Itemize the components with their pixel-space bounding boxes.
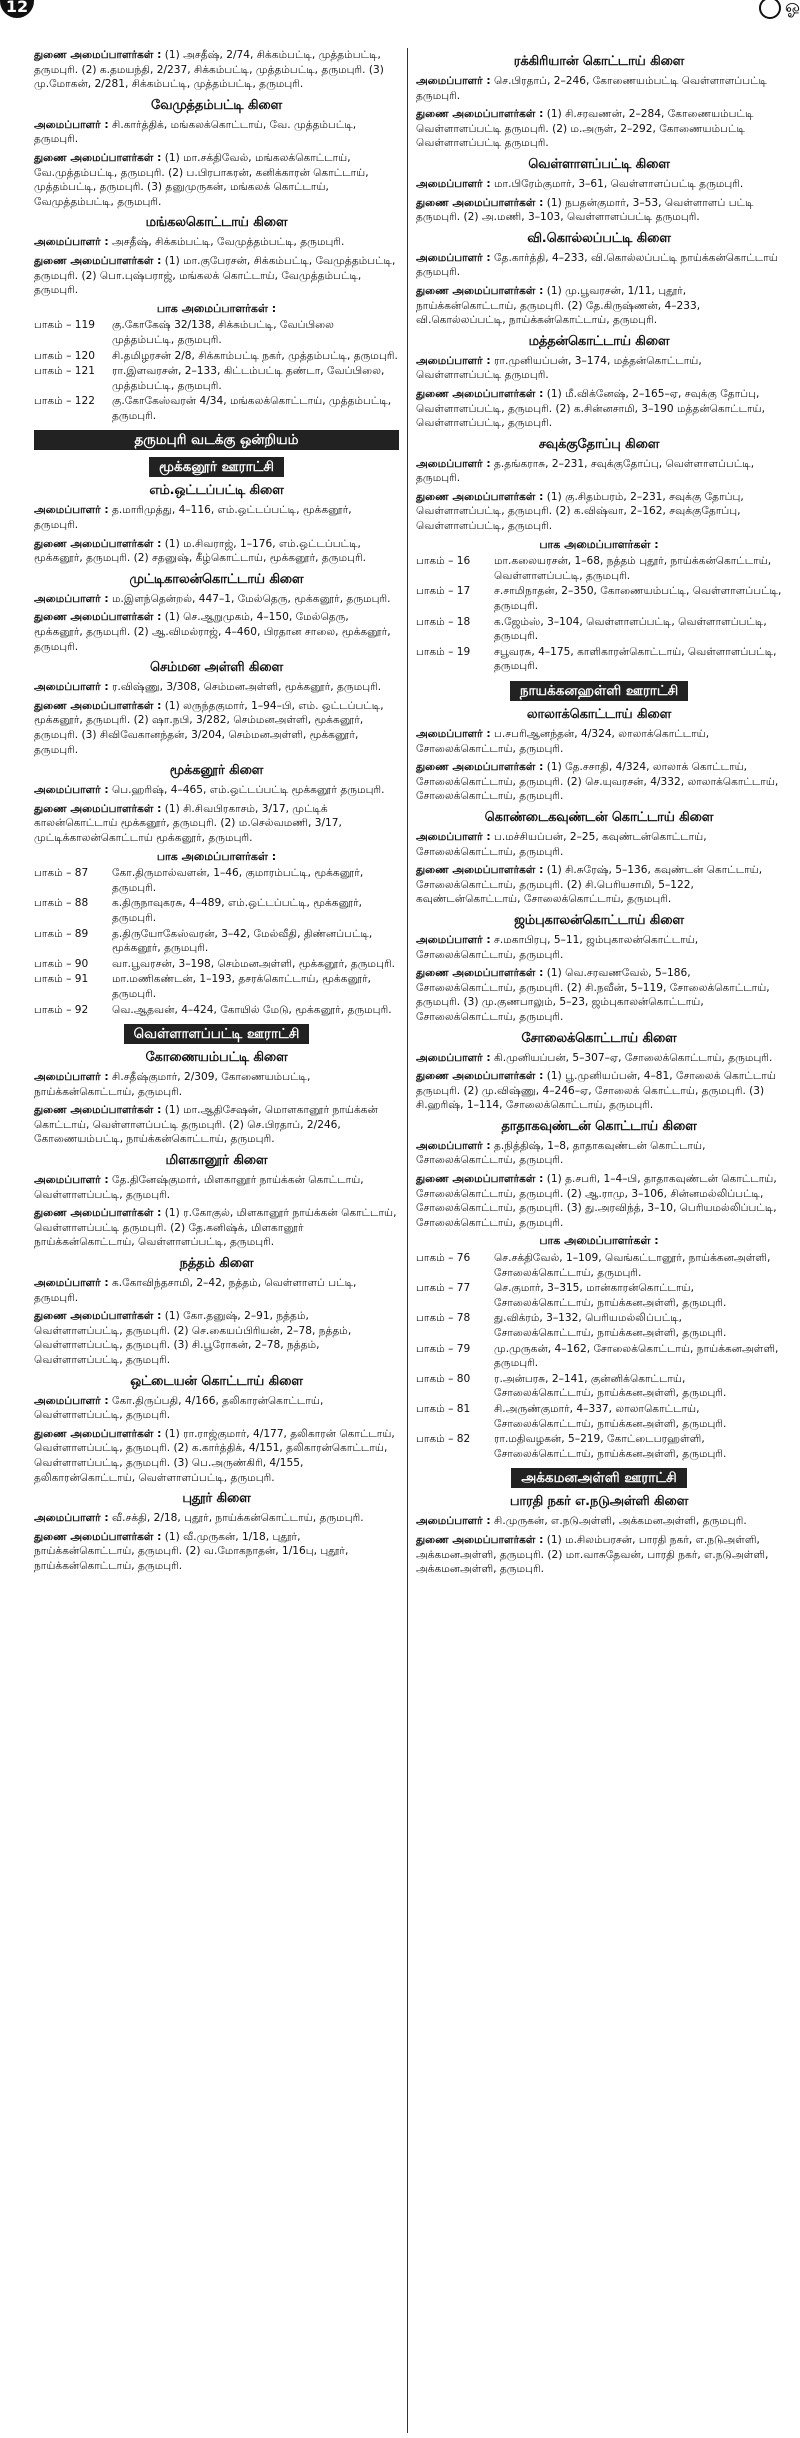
logo-text: ஓ [784, 0, 800, 17]
part-organizer-text: து.விக்ரம், 3–132, பெரியமல்லிப்பட்டி, சோலைக்கொட்டாய், நாய்க்கனஅள்ளி, தருமபுரி. [494, 1312, 727, 1339]
deputy-organizers-text: (1) ரா.ராஜ்குமார், 4/177, தலிகாரன் கொட்டாய், வெள்ளாளப்பட்டி, தருமபுரி. (2) க.கார்த்திக், 4/151, தலிகாரன்கொட்டாய், வெள்ளாளப்பட்டி, தருமபுரி. (3) பெ.அருண்கிரி, 4/155, தலிகாரன்கொட்டாய், வெள்ளாளப்பட்டி, தருமபுரி. [34, 1427, 395, 1484]
part-number: பாகம் – 80 [416, 1372, 471, 1385]
part-organizer-text: க.திருநாவுகரசு, 4–489, எம்.ஒட்டப்பட்டி, மூக்கனூர், தருமபுரி. [112, 897, 363, 924]
organizer [416, 933, 782, 962]
organizer [34, 1070, 399, 1099]
part-organizer-row [416, 1251, 782, 1280]
section-title: கோணையம்பட்டி கிளை [145, 1050, 288, 1066]
deputy-organizers-text: (1) அசதீஷ், 2/74, சிக்கம்பட்டி, முத்தம்பட்டி, தருமபுரி. (2) க.தமயந்தி, 2/237, சிக்கம்பட்டி, முத்தம்பட்டி, தருமபுரி. (3) மு.மோகன், 2/281, சிக்கம்பட்டி, முத்தம்பட்டி, தருமபுரி. [34, 49, 384, 91]
deputy-organizers [416, 107, 782, 151]
part-number: பாகம் – 81 [416, 1402, 471, 1415]
union-banner: தருமபுரி வடக்கு ஒன்றியம் [34, 430, 399, 450]
deputy-organizers [34, 48, 399, 92]
section-title: மங்கலகொட்டாய் கிளை [145, 215, 288, 231]
deputy-organizers [34, 151, 399, 209]
deputy-organizers-text: (1) மீ.விக்னேஷ், 2–165–ஏ, சவுக்கு தோப்பு, வெள்ளாளப்பட்டி, தருமபுரி. (2) க.சின்னசாமி, 3–190 மத்தன்கொட்டாய், வெள்ளாளப்பட்டி, தருமபுரி. [416, 387, 765, 430]
organizer-text: கோ.திருப்பதி, 4/166, தலிகாரன்கொட்டாய், வெள்ளாளப்பட்டி, தருமபுரி. [34, 1394, 324, 1422]
organizer [416, 354, 782, 383]
section-title: பாரதி நகர் எ.நடுஅள்ளி கிளை [509, 1494, 689, 1510]
part-organizer-text: மா.மணிகண்டன், 1–193, தசரக்கொட்டாய், மூக்கனூர், தருமபுரி. [112, 973, 371, 1000]
organizer-text: செ.பிரதாப், 2–246, கோணையம்பட்டி வெள்ளாளப்பட்டி தருமபுரி. [416, 75, 767, 102]
organizer [34, 118, 399, 147]
deputy-organizers-text: (1) த.சபரி, 1–4–பி, தாதாகவுண்டன் கொட்டாய், சோலைக்கொட்டாய், தருமபுரி. (2) ஆ.ராமு, 3–106, சின்னமல்லிப்பட்டி, சோலைக்கொட்டாய், தருமபுரி. (3) து.அரவிந்த், 3–10, பெரியமல்லிப்பட்டி, சோலைக்கொட்டாய், தருமபுரி. [416, 1173, 777, 1229]
organizer [34, 1511, 399, 1526]
part-organizer-row [416, 1432, 782, 1461]
part-organizer-text: மு.முருகன், 4–162, சோலைக்கொட்டாய், நாய்க்கனஅள்ளி, தருமபுரி. [494, 1342, 779, 1370]
deputy-organizers [34, 1206, 399, 1250]
section-title: தாதாகவுண்டன் கொட்டாய் கிளை [501, 1118, 697, 1134]
organizer-label: அமைப்பாளர் : [416, 830, 491, 843]
section-title: சவுக்குதோப்பு கிளை [538, 436, 660, 452]
organizer-text: சி.சதீஷ்குமார், 2/309, கோணையம்பட்டி, நாய்க்கன்கொட்டாய், தருமபுரி. [34, 1071, 311, 1098]
part-organizer-text: வெ.ஆதவன், 4–424, கோயில் மேடு, மூக்கனூர், தருமபுரி. [112, 1003, 392, 1016]
organizer [34, 1276, 399, 1305]
part-number: பாகம் – 121 [34, 365, 95, 378]
panchayat-banner: வெள்ளாளப்பட்டி ஊராட்சி [124, 1024, 310, 1044]
deputy-organizers [34, 699, 399, 757]
deputy-organizers [34, 1530, 399, 1574]
deputy-organizers-label: துணை அமைப்பாளர்கள் : [34, 1207, 162, 1220]
page-header [0, 0, 800, 22]
deputy-organizers-label: துணை அமைப்பாளர்கள் : [34, 1427, 162, 1440]
organizer-label: அமைப்பாளர் : [416, 354, 491, 367]
deputy-organizers-text: (1) நபதன்குமார், 3–53, வெள்ளாளப் பட்டி தருமபுரி. (2) அ.மணி, 3–103, வெள்ளாளப்பட்டி தருமபுரி. [416, 196, 754, 224]
organizer-text: ப.சபரிஆனந்தன், 4/324, லாலாக்கொட்டாய், சோலைக்கொட்டாய், தருமபுரி. [416, 728, 710, 755]
section-title: செம்மன அள்ளி கிளை [149, 660, 284, 676]
part-organizers-heading: பாக அமைப்பாளர்கள் : [156, 849, 277, 863]
part-organizer-text: ர.அன்பரசு, 2–141, குன்னிக்கொட்டாய், சோலைக்கொட்டாய், நாய்க்கனஅள்ளி, தருமபுரி. [494, 1372, 727, 1400]
part-number: பாகம் – 16 [416, 555, 471, 568]
deputy-organizers [416, 966, 782, 1024]
deputy-organizers [34, 537, 399, 566]
organizer-text: ரா.முனியப்பன், 3–174, மத்தன்கொட்டாய், வெள்ளாளப்பட்டி தருமபுரி. [416, 354, 702, 382]
organizer [416, 177, 782, 192]
deputy-organizers-label: துணை அமைப்பாளர்கள் : [34, 1530, 162, 1543]
organizer [416, 251, 782, 280]
deputy-organizers-text: (1) சி.சரவணன், 2–284, கோணையம்பட்டி வெள்ளாளப்பட்டி தருமபுரி. (2) ம.அருள், 2–292, கோணையம்பட்டி வெள்ளாளப்பட்டி தருமபுரி. [416, 108, 754, 150]
part-organizer-text: சி.தமிழரசன் 2/8, சிக்காம்பட்டி நகர், முத்தம்பட்டி, தருமபுரி. [112, 349, 398, 362]
deputy-organizers-label: துணை அமைப்பாளர்கள் : [416, 196, 544, 209]
part-number: பாகம் – 79 [416, 1342, 471, 1355]
organizer-text: மா.பிரேம்குமார், 3–61, வெள்ளாளப்பட்டி தருமபுரி. [494, 177, 744, 190]
part-number: பாகம் – 18 [416, 615, 471, 628]
masthead-logo [759, 0, 800, 19]
deputy-organizers [416, 1533, 782, 1577]
part-number: பாகம் – 119 [34, 319, 95, 332]
organizer [34, 1394, 399, 1423]
part-organizer-row [34, 972, 399, 1001]
deputy-organizers-text: (1) ம.சிலம்பரசன், பாரதி நகர், எ.நடுஅள்ளி, அக்கமனஅள்ளி, தருமபுரி. (2) மா.வாசுதேவன், பாரதி நகர், எ.நடுஅள்ளி, அக்கமனஅள்ளி, தருமபுரி. [416, 1533, 769, 1576]
organizer-text: ர.விஷ்ணு, 3/308, செம்மனஅள்ளி, மூக்கனூர், தருமபுரி. [112, 681, 382, 694]
deputy-organizers-text: (1) தே.சசாதி, 4/324, லாலாக் கொட்டாய், சோலைக்கொட்டாய், தருமபுரி. (2) செ.யுவரசன், 4/332, லாலாக்கொட்டாய், சோலைக்கொட்டாய், தருமபுரி. [416, 761, 779, 803]
organizer-label: அமைப்பாளர் : [416, 933, 491, 946]
organizer-text: கி.முனியப்பன், 5–307–ஏ, சோலைக்கொட்டாய், தருமபுரி. [494, 1051, 773, 1064]
deputy-organizers [34, 254, 399, 298]
organizer-label: அமைப்பாளர் : [416, 251, 491, 264]
deputy-organizers-label: துணை அமைப்பாளர்கள் : [34, 699, 162, 712]
part-organizer-row [416, 1281, 782, 1310]
organizer-text: த.தங்கராசு, 2–231, சவுக்குதோப்பு, வெள்ளாளப்பட்டி, தருமபுரி. [416, 457, 755, 485]
deputy-organizers [34, 1103, 399, 1147]
part-organizer-text: ச.சாமிநாதன், 2–350, கோணையம்பட்டி, வெள்ளாளப்பட்டி, தருமபுரி. [494, 585, 782, 613]
deputy-organizers-text: (1) மா.சக்திவேல், மங்கலக்கொட்டாய், வே.முத்தம்பட்டி, தருமபுரி. (2) ப.பிரபாகரன், கனிக்காரன் கொட்டாய், முத்தம்பட்டி, தருமபுரி. (3) தனுமுருகன், மங்கலக் கொட்டாய், வேமுத்தம்பட்டி, தருமபுரி. [34, 151, 369, 208]
organizer [416, 1514, 782, 1529]
section-title: வி.கொல்லப்பட்டி கிளை [527, 230, 671, 246]
part-organizer-row [416, 584, 782, 613]
deputy-organizers [416, 1069, 782, 1113]
organizer-label: அமைப்பாளர் : [34, 118, 109, 131]
part-number: பாகம் – 82 [416, 1433, 471, 1446]
deputy-organizers-text: (1) மா.குபேரசன், சிக்கம்பட்டி, வேமுத்தம்பட்டி, தருமபுரி. (2) பொ.புஷ்பராஜ், மங்கலக் கொட்டாய், வேமுத்தம்பட்டி, தருமபுரி. [34, 254, 396, 297]
part-number: பாகம் – 88 [34, 897, 89, 910]
organizer [34, 503, 399, 532]
deputy-organizers-text: (1) வெ.சரவணவேல், 5–186, சோலைக்கொட்டாய், தருமபுரி. (2) சி.நவீன், 5–119, சோலைக்கொட்டாய், தருமபுரி. (3) மு.குணபாலும், 5–23, ஜம்புகாலன்கொட்டாய், சோலைக்கொட்டாய், தருமபுரி. [416, 967, 770, 1023]
organizer-label: அமைப்பாளர் : [34, 1512, 109, 1525]
panchayat-banner: நாயக்கனஹள்ளி ஊராட்சி [510, 681, 688, 701]
part-number: பாகம் – 77 [416, 1282, 471, 1295]
organizer [416, 727, 782, 756]
part-number: பாகம் – 17 [416, 585, 471, 598]
section-title: எம்.ஒட்டப்பட்டி கிளை [149, 483, 284, 499]
part-organizer-row [34, 364, 399, 393]
deputy-organizers-label: துணை அமைப்பாளர்கள் : [34, 802, 162, 815]
deputy-organizers-label: துணை அமைப்பாளர்கள் : [416, 284, 544, 297]
organizer [34, 783, 399, 798]
deputy-organizers [34, 610, 399, 654]
part-number: பாகம் – 120 [34, 349, 95, 362]
part-organizer-row [34, 957, 399, 972]
organizer-text: க.கோவிந்தசாமி, 2–42, நத்தம், வெள்ளாளப் பட்டி, தருமபுரி. [34, 1277, 357, 1304]
section-title: லாலாக்கொட்டாய் கிளை [526, 707, 672, 722]
organizer-label: அமைப்பாளர் : [416, 728, 491, 740]
deputy-organizers-text: (1) மா.ஆதிசேஷன், மொளகானூர் நாய்க்கன் கொட்டாய், வெள்ளாளப்பட்டி தருமபுரி. (2) செ.பிரதாப், 2/246, கோணையம்பட்டி, நாய்க்கன்கொட்டாய், தருமபுரி. [34, 1104, 378, 1146]
deputy-organizers [34, 1309, 399, 1367]
part-organizer-row [416, 1372, 782, 1401]
part-organizer-text: த.திருயோகேஸ்வரன், 3–42, மேல்வீதி, திண்னப்பட்டி, மூக்கனூர், தருமபுரி. [112, 927, 373, 955]
part-number: பாகம் – 92 [34, 1003, 89, 1016]
part-organizers-heading: பாக அமைப்பாளர்கள் : [539, 1234, 659, 1248]
left-column [26, 48, 408, 2433]
deputy-organizers-label: துணை அமைப்பாளர்கள் : [34, 537, 162, 550]
organizer-label: அமைப்பாளர் : [34, 1174, 109, 1187]
part-number: பாகம் – 89 [34, 927, 89, 940]
section-title: சோலைக்கொட்டாய் கிளை [521, 1030, 677, 1046]
organizer-text: த.மாரிமுத்து, 4–116, எம்.ஒட்டப்பட்டி, மூக்கனூர், தருமபுரி. [34, 504, 352, 532]
deputy-organizers [416, 196, 782, 225]
deputy-organizers-text: (1) லருந்தகுமார், 1–94–பி, எம். ஒட்டப்பட்டி, மூக்கனூர், தருமபுரி. (2) ஷா.நபி, 3/282, செம்மனஅள்ளி, மூக்கனூர், தருமபுரி. (3) சிவிவேகானந்தன், 3/204, செம்மனஅள்ளி, மூக்கனூர், தருமபுரி. [34, 699, 384, 756]
organizer-label: அமைப்பாளர் : [34, 1277, 109, 1290]
organizer-label: அமைப்பாளர் : [34, 592, 109, 605]
organizer-text: பெ.ஹரிஷ், 4–465, எம்.ஒட்டப்பட்டி மூக்கனூர் தருமபுரி. [112, 784, 385, 797]
organizer [34, 680, 399, 695]
deputy-organizers-text: (1) சி.சிவபிரகாசம், 3/17, முட்டிக் காலன்கொட்டாய் மூக்கனூர், தருமபுரி. (2) ம.செல்வமணி, 3/17, முட்டிக்காலன்கொட்டாய் மூக்கனூர், தருமபுரி. [34, 802, 342, 844]
section-title: புதூர் கிளை [182, 1491, 251, 1507]
part-number: பாகம் – 76 [416, 1252, 471, 1265]
part-organizer-row [34, 896, 399, 925]
part-number: பாகம் – 19 [416, 645, 471, 658]
section-title: கொண்டைகவுண்டன் கொட்டாய் கிளை [484, 809, 714, 825]
deputy-organizers-label: துணை அமைப்பாளர்கள் : [416, 490, 544, 503]
part-organizer-row [416, 615, 782, 644]
organizer-text: த.நித்திஷ், 1–8, தாதாகவுண்டன் கொட்டாய், சோலைக்கொட்டாய், தருமபுரி. [416, 1139, 706, 1167]
part-organizer-row [416, 554, 782, 583]
organizer-text: ம.இளந்தென்றல், 447–1, மேல்தெரு, மூக்கனூர், தருமபுரி. [112, 592, 391, 605]
deputy-organizers-label: துணை அமைப்பாளர்கள் : [416, 967, 544, 980]
part-organizer-text: கு.கோகேஸ்வரன் 4/34, மங்கலக்கொட்டாய், முத்தம்பட்டி, தருமபுரி. [112, 395, 392, 422]
part-organizer-text: க.ஜேம்ஸ், 3–104, வெள்ளாளப்பட்டி, வெள்ளாளப்பட்டி, தருமபுரி. [494, 615, 767, 643]
organizer-label: அமைப்பாளர் : [416, 1051, 491, 1064]
part-organizer-text: சி.அருண்குமார், 4–337, லாலாகொட்டாய், சோலைக்கொட்டாய், நாய்க்கனஅள்ளி, தருமபுரி. [494, 1402, 727, 1430]
part-organizer-row [416, 645, 782, 674]
part-organizer-row [34, 318, 399, 347]
organizer [34, 592, 399, 607]
organizer-label: அமைப்பாளர் : [416, 177, 491, 190]
section-title: நத்தம் கிளை [179, 1256, 254, 1272]
deputy-organizers-label: துணை அமைப்பாளர்கள் : [416, 761, 544, 774]
organizer-label: அமைப்பாளர் : [34, 1071, 109, 1084]
organizer-text: சி.கார்த்திக், மங்கலக்கொட்டாய், வே. முத்தம்பட்டி, தருமபுரி. [34, 118, 357, 146]
deputy-organizers-text: (1) ம.சிவராஜ், 1–176, எம்.ஒட்டப்பட்டி, மூக்கனூர், தருமபுரி. (2) சதனுஷ், கீழ்கொட்டாய், மூக்கனூர், தருமபுரி. [34, 537, 367, 565]
deputy-organizers-label: துணை அமைப்பாளர்கள் : [416, 1070, 544, 1083]
section-title: ரக்கிரியான் கொட்டாய் கிளை [513, 54, 685, 69]
section-title: ஒட்டையன் கொட்டாய் கிளை [130, 1373, 303, 1389]
organizer [34, 235, 399, 250]
organizer-text: ச.மகாபிரபு, 5–11, ஜம்புகாலன்கொட்டாய், சோலைக்கொட்டாய், தருமபுரி. [416, 933, 699, 961]
part-organizer-text: ரா.மதிவழகன், 5–219, கோட்டைபரஹள்ளி, சோலைக்கொட்டாய், நாய்க்கனஅள்ளி, தருமபுரி. [494, 1433, 727, 1460]
deputy-organizers [416, 387, 782, 431]
organizer-text: தே.தினேஷ்குமார், மிளகானூர் நாய்க்கன் கொட்டாய், வெள்ளாளப்பட்டி, தருமபுரி. [34, 1174, 364, 1201]
panchayat-banner: மூக்கனூர் ஊராட்சி [149, 457, 284, 477]
organizer-label: அமைப்பாளர் : [34, 504, 109, 517]
part-organizers-heading: பாக அமைப்பாளர்கள் : [156, 301, 277, 315]
deputy-organizers-label: துணை அமைப்பாளர்கள் : [34, 49, 162, 61]
deputy-organizers [416, 863, 782, 907]
organizer-label: அமைப்பாளர் : [416, 75, 491, 87]
page-number: 12 [0, 0, 34, 18]
deputy-organizers-label: துணை அமைப்பாளர்கள் : [34, 151, 162, 164]
organizer-label: அமைப்பாளர் : [34, 681, 109, 694]
section-title: மிளகானூர் கிளை [165, 1153, 268, 1169]
part-number: பாகம் – 78 [416, 1312, 471, 1325]
organizer-label: அமைப்பாளர் : [416, 1139, 491, 1152]
deputy-organizers-label: துணை அமைப்பாளர்கள் : [34, 254, 162, 267]
part-organizer-text: செ.குமார், 3–315, மான்காரன்கொட்டாய், சோலைக்கொட்டாய், நாய்க்கனஅள்ளி, தருமபுரி. [494, 1282, 727, 1309]
organizer-label: அமைப்பாளர் : [34, 784, 109, 797]
organizer-text: தே.கார்த்தி, 4–233, வி.கொல்லப்பட்டி நாய்க்கன்கொட்டாய் தருமபுரி. [416, 251, 778, 279]
section-title: ஜம்புகாலன்கொட்டாய் கிளை [514, 912, 684, 928]
deputy-organizers-text: (1) கு.சிதம்பரம், 2–231, சவுக்கு தோப்பு, வெள்ளாளப்பட்டி, தருமபுரி. (2) க.விஷ்வா, 2–162, சவுக்குதோப்பு, வெள்ளாளப்பட்டி, தருமபுரி. [416, 490, 744, 533]
deputy-organizers-label: துணை அமைப்பாளர்கள் : [416, 1533, 544, 1546]
deputy-organizers [34, 1427, 399, 1485]
deputy-organizers [416, 284, 782, 328]
deputy-organizers-text: (1) செ.ஆறுமுகம், 4–150, மேல்தெரு, மூக்கனூர், தருமபுரி. (2) ஆ.விமல்ராஜ், 4–460, பிரதான சாலை, மூக்கனூர், தருமபுரி. [34, 611, 391, 653]
part-number: பாகம் – 87 [34, 867, 89, 880]
right-column [408, 48, 790, 2433]
organizer [416, 74, 782, 103]
organizer-text: சி.முருகன், எ.நடுஅள்ளி, அக்கமனஅள்ளி, தருமபுரி. [494, 1515, 747, 1528]
deputy-organizers-label: துணை அமைப்பாளர்கள் : [34, 611, 162, 624]
organizer [416, 1051, 782, 1066]
part-organizer-text: மா.கலையரசன், 1–68, நத்தம் புதூர், நாய்க்கன்கொட்டாய், வெள்ளாளப்பட்டி, தருமபுரி. [494, 555, 772, 582]
part-organizers-heading: பாக அமைப்பாளர்கள் : [539, 537, 659, 551]
part-number: பாகம் – 91 [34, 973, 89, 986]
part-organizer-text: ரா.இளவரசன், 2–133, கிட்டம்பட்டி தண்டா, வேப்பிலை, முத்தம்பட்டி, தருமபுரி. [112, 365, 385, 392]
section-title: முட்டிகாலன்கொட்டாய் கிளை [129, 571, 304, 587]
section-title: மூக்கனூர் கிளை [169, 763, 264, 779]
organizer [416, 457, 782, 486]
organizer-label: அமைப்பாளர் : [34, 1394, 109, 1407]
section-title: வேமுத்தம்பட்டி கிளை [151, 97, 282, 113]
deputy-organizers-label: துணை அமைப்பாளர்கள் : [416, 108, 544, 121]
section-title: மத்தன்கொட்டாய் கிளை [528, 333, 670, 349]
part-organizer-row [34, 927, 399, 956]
article-columns [26, 48, 790, 2433]
organizer [416, 830, 782, 859]
logo-emblem-icon [759, 0, 781, 19]
organizer-label: அமைப்பாளர் : [416, 457, 491, 470]
deputy-organizers-label: துணை அமைப்பாளர்கள் : [416, 1173, 544, 1186]
deputy-organizers [34, 802, 399, 846]
part-number: பாகம் – 122 [34, 395, 95, 408]
panchayat-banner: அக்கமனஅள்ளி ஊராட்சி [511, 1468, 686, 1488]
part-organizer-row [416, 1311, 782, 1340]
part-organizer-text: கு.கோகேஷ் 32/138, சிக்கம்பட்டி, வேப்பிலை முத்தம்பட்டி, தருமபுரி. [112, 319, 334, 346]
deputy-organizers-text: (1) சி.சுரேஷ், 5–136, கவுண்டன் கொட்டாய், சோலைக்கொட்டாய், தருமபுரி. (2) சி.பெரியசாமி, 5–122, கவுண்டன்கொட்டாய், சோலைக்கொட்டாய், தருமபுரி. [416, 864, 763, 906]
part-organizer-row [416, 1342, 782, 1371]
part-number: பாகம் – 90 [34, 957, 89, 970]
deputy-organizers [416, 1172, 782, 1230]
deputy-organizers-text: (1) மு.பூவரசன், 1/11, புதூர், நாய்க்கன்கொட்டாய், தருமபுரி. (2) தே.கிருஷ்ணன், 4–233, வி.கொல்லப்பட்டி, நாய்க்கன்கொட்டாய், தருமபுரி. [416, 284, 701, 327]
part-organizer-text: சபூவரசு, 4–175, காளிகாரன்கொட்டாய், வெள்ளாளப்பட்டி, தருமபுரி. [494, 645, 777, 673]
part-organizer-row [34, 1003, 399, 1018]
deputy-organizers-text: (1) பூ.முனியப்பன், 4–81, சோலைக் கொட்டாய் தருமபுரி. (2) மு.விஷ்ணு, 4–246–ஏ, சோலைக் கொட்டாய், தருமபுரி. (3) சி.ஹரிஷ், 1–114, சோலைக்கொட்டாய், தருமபுரி. [416, 1070, 776, 1112]
organizer-label: அமைப்பாளர் : [416, 1515, 491, 1528]
deputy-organizers-label: துணை அமைப்பாளர்கள் : [416, 864, 544, 877]
deputy-organizers-text: (1) ர.கோகுல், மிளகானூர் நாய்க்கன் கொட்டாய், வெள்ளாளப்பட்டி தருமபுரி. (2) தே.கனிஷ்க், மிளகானூர் நாய்க்கன்கொட்டாய், வெள்ளாளப்பட்டி, தருமபுரி. [34, 1207, 397, 1249]
organizer-text: ப.மச்சியப்பன், 2–25, கவுண்டன்கொட்டாய், சோலைக்கொட்டாய், தருமபுரி. [416, 830, 707, 858]
deputy-organizers [416, 760, 782, 804]
deputy-organizers-label: துணை அமைப்பாளர்கள் : [34, 1104, 162, 1117]
deputy-organizers-label: துணை அமைப்பாளர்கள் : [34, 1310, 162, 1323]
deputy-organizers-text: (1) கோ.தனுஷ், 2–91, நத்தம், வெள்ளாளப்பட்டி, தருமபுரி. (2) செ.கையப்பிரியன், 2–78, நத்தம், வெள்ளாளப்பட்டி, தருமபுரி. (3) சி.பூரோகன், 2–78, நத்தம், வெள்ளாளப்பட்டி, தருமபுரி. [34, 1310, 352, 1366]
organizer [416, 1139, 782, 1168]
deputy-organizers-label: துணை அமைப்பாளர்கள் : [416, 387, 544, 400]
deputy-organizers [416, 490, 782, 534]
section-title: வெள்ளாளப்பட்டி கிளை [528, 156, 670, 172]
organizer-text: வீ.சக்தி, 2/18, புதூர், நாய்க்கன்கொட்டாய், தருமபுரி. [112, 1512, 364, 1525]
organizer-text: அசதீஷ், சிக்கம்பட்டி, வேமுத்தம்பட்டி, தருமபுரி. [112, 236, 345, 249]
part-organizer-row [34, 394, 399, 423]
part-organizer-row [34, 866, 399, 895]
part-organizer-row [416, 1402, 782, 1431]
organizer-label: அமைப்பாளர் : [34, 236, 109, 249]
organizer [34, 1173, 399, 1202]
part-organizer-text: கோ.திருமால்வளன், 1–46, குமாரம்பட்டி, மூக்கனூர், தருமபுரி. [112, 867, 364, 894]
part-organizer-text: வா.பூவரசன், 3–198, செம்மனஅள்ளி, மூக்கனூர், தருமபுரி. [112, 957, 395, 970]
part-organizer-row [34, 349, 399, 364]
part-organizer-text: செ.சக்திவேல், 1–109, வெங்கட்டானூர், நாய்க்கனஅள்ளி, சோலைக்கொட்டாய், தருமபுரி. [494, 1252, 771, 1279]
deputy-organizers-text: (1) வீ.முருகன், 1/18, புதூர், நாய்க்கன்கொட்டாய், தருமபுரி. (2) வ.மோகநாதன், 1/16பு, புதூர், நாய்க்கன்கொட்டாய், தருமபுரி. [34, 1530, 349, 1572]
